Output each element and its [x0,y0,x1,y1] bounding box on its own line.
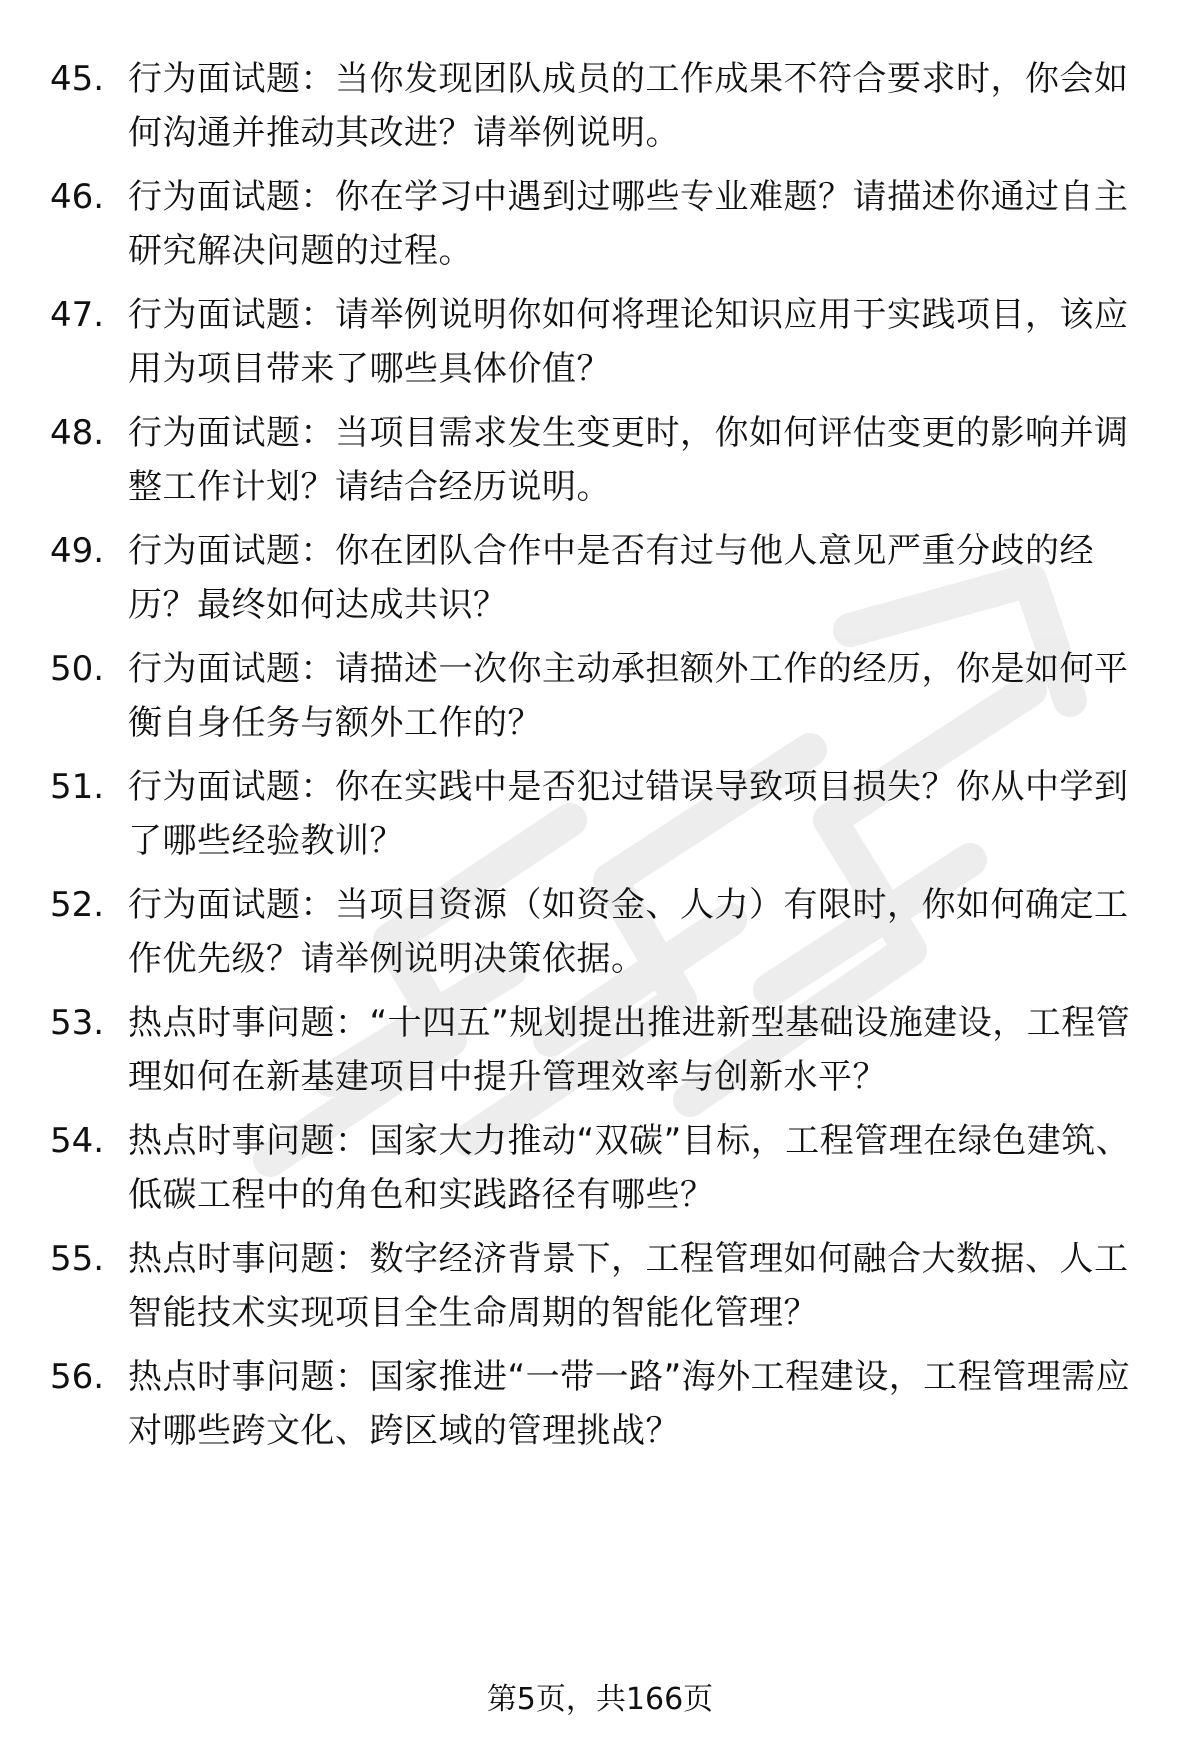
question-text: 行为面试题：当项目资源（如资金、人力）有限时，你如何确定工作优先级？请举例说明决策依据。 [128,885,1129,979]
question-text: 行为面试题：当项目需求发生变更时，你如何评估变更的影响并调整工作计划？请结合经历说明。 [128,413,1129,507]
question-text: 行为面试题：你在实践中是否犯过错误导致项目损失？你从中学到了哪些经验教训？ [128,767,1129,861]
question-text: 热点时事问题：国家大力推动“双碳”目标，工程管理在绿色建筑、低碳工程中的角色和实践路径有哪些？ [128,1121,1131,1215]
question-text: 热点时事问题：国家推进“一带一路”海外工程建设，工程管理需应对哪些跨文化、跨区域的管理挑战？ [128,1357,1131,1451]
question-text: 热点时事问题：“十四五”规划提出推进新型基础设施建设，工程管理如何在新基建项目中提升管理效率与创新水平？ [128,1003,1131,1097]
question-item [0,1114,1200,1224]
question-text: 行为面试题：请举例说明你如何将理论知识应用于实践项目，该应用为项目带来了哪些具体价值？ [128,295,1129,389]
page-number-footer: 第5页，共166页 [486,1682,714,1717]
question-number: 46. [50,177,105,217]
question-number: 48. [50,413,105,453]
question-text: 热点时事问题：数字经济背景下，工程管理如何融合大数据、人工智能技术实现项目全生命周期的智能化管理？ [128,1239,1129,1333]
question-number: 55. [50,1239,105,1279]
question-item [0,1350,1200,1460]
question-text: 行为面试题：请描述一次你主动承担额外工作的经历，你是如何平衡自身任务与额外工作的？ [128,649,1129,743]
question-item [0,760,1200,870]
question-item [0,170,1200,280]
question-number: 56. [50,1357,105,1397]
question-item [0,288,1200,398]
question-number: 45. [50,59,105,99]
question-item [0,52,1200,162]
question-number: 51. [50,767,105,807]
question-item [0,642,1200,752]
question-item [0,524,1200,634]
question-text: 行为面试题：你在团队合作中是否有过与他人意见严重分歧的经历？最终如何达成共识？ [128,531,1094,625]
question-number: 52. [50,885,105,925]
question-number: 54. [50,1121,105,1161]
question-item [0,878,1200,988]
question-text: 行为面试题：你在学习中遇到过哪些专业难题？请描述你通过自主研究解决问题的过程。 [128,177,1129,271]
question-number: 50. [50,649,105,689]
question-item [0,406,1200,516]
question-number: 49. [50,531,105,571]
question-number: 47. [50,295,105,335]
question-text: 行为面试题：当你发现团队成员的工作成果不符合要求时，你会如何沟通并推动其改进？请举例说明。 [128,59,1129,153]
question-item [0,1232,1200,1342]
question-number: 53. [50,1003,105,1043]
question-item [0,996,1200,1106]
